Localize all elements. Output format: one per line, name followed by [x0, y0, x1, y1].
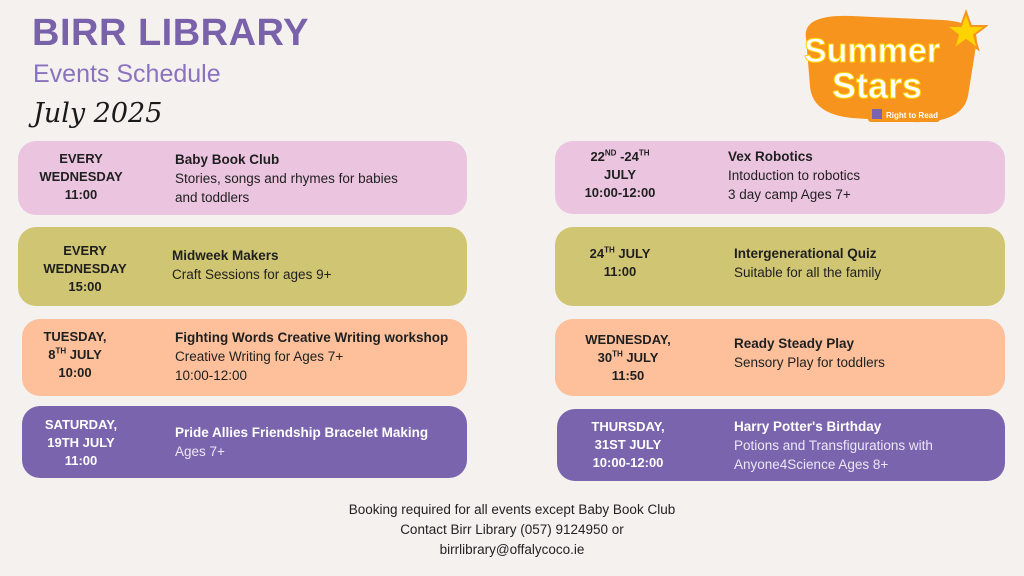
booking-note: Booking required for all events except Baby Book Club — [348, 502, 676, 517]
contact-phone: Contact Birr Library (057) 9124950 or — [400, 522, 624, 537]
event-info — [734, 417, 933, 474]
logo-line1: Summer — [804, 32, 941, 70]
event-desc: Stories, songs and rhymes for babies — [175, 171, 398, 186]
month-heading: July 2025 — [33, 98, 163, 129]
logo-tag: Right to Read — [886, 111, 938, 120]
event-when: EVERY WEDNESDAY 15:00 — [43, 243, 127, 294]
schedule-subtitle: Events Schedule — [33, 60, 221, 88]
event-desc: and toddlers — [175, 190, 250, 205]
event-when: SATURDAY, 19TH JULY 11:00 — [44, 417, 118, 468]
event-name: Intergenerational Quiz — [734, 246, 877, 261]
event-desc: 3 day camp Ages 7+ — [728, 187, 851, 202]
event-name: Pride Allies Friendship Bracelet Making — [175, 425, 429, 440]
event-desc: Intoduction to robotics — [728, 168, 861, 183]
event-desc: Ages 7+ — [175, 444, 225, 459]
event-desc: Creative Writing for Ages 7+ — [175, 349, 344, 364]
event-card-harry-potter — [557, 409, 1005, 481]
event-info — [734, 334, 885, 372]
event-when: WEDNESDAY, 30TH JULY 11:50 — [585, 332, 671, 383]
event-when: THURSDAY, 31ST JULY 10:00-12:00 — [591, 419, 665, 470]
event-info — [175, 150, 398, 207]
event-desc: 10:00-12:00 — [175, 368, 248, 383]
event-card-baby-book-club — [18, 141, 467, 215]
event-when: EVERY WEDNESDAY 11:00 — [39, 151, 123, 202]
event-name: Ready Steady Play — [734, 336, 855, 351]
logo-line2: Stars — [832, 65, 923, 106]
event-name: Harry Potter's Birthday — [734, 419, 882, 434]
contact-email[interactable]: birrlibrary@offalycoco.ie — [439, 542, 585, 557]
event-desc: Suitable for all the family — [734, 265, 882, 280]
event-card-pride-allies — [22, 406, 467, 478]
event-info — [172, 246, 331, 284]
summer-stars-logo — [792, 6, 988, 130]
event-when: TUESDAY, 8TH JULY 10:00 — [43, 329, 107, 380]
event-name: Vex Robotics — [728, 149, 813, 164]
event-card-vex-robotics — [555, 141, 1005, 214]
event-desc: Potions and Transfigurations with — [734, 438, 933, 453]
event-name: Fighting Words Creative Writing workshop — [175, 330, 449, 345]
event-info — [175, 328, 448, 385]
event-when: 24TH JULY 11:00 — [589, 245, 651, 279]
event-info — [734, 244, 881, 282]
event-card-midweek-makers — [18, 227, 467, 306]
event-name: Baby Book Club — [175, 152, 280, 167]
event-card-intergenerational-quiz — [555, 227, 1005, 306]
library-title: BIRR LIBRARY — [32, 12, 309, 54]
event-card-ready-steady-play — [555, 319, 1005, 396]
event-desc: Anyone4Science Ages 8+ — [734, 457, 889, 472]
booking-footer — [0, 500, 1024, 560]
event-info — [728, 147, 860, 204]
event-info — [175, 423, 428, 461]
event-desc: Sensory Play for toddlers — [734, 355, 885, 370]
event-desc: Craft Sessions for ages 9+ — [172, 267, 332, 282]
event-when: 22ND -24TH JULY 10:00-12:00 — [584, 148, 656, 200]
event-card-fighting-words — [22, 319, 467, 396]
event-name: Midweek Makers — [172, 248, 279, 263]
